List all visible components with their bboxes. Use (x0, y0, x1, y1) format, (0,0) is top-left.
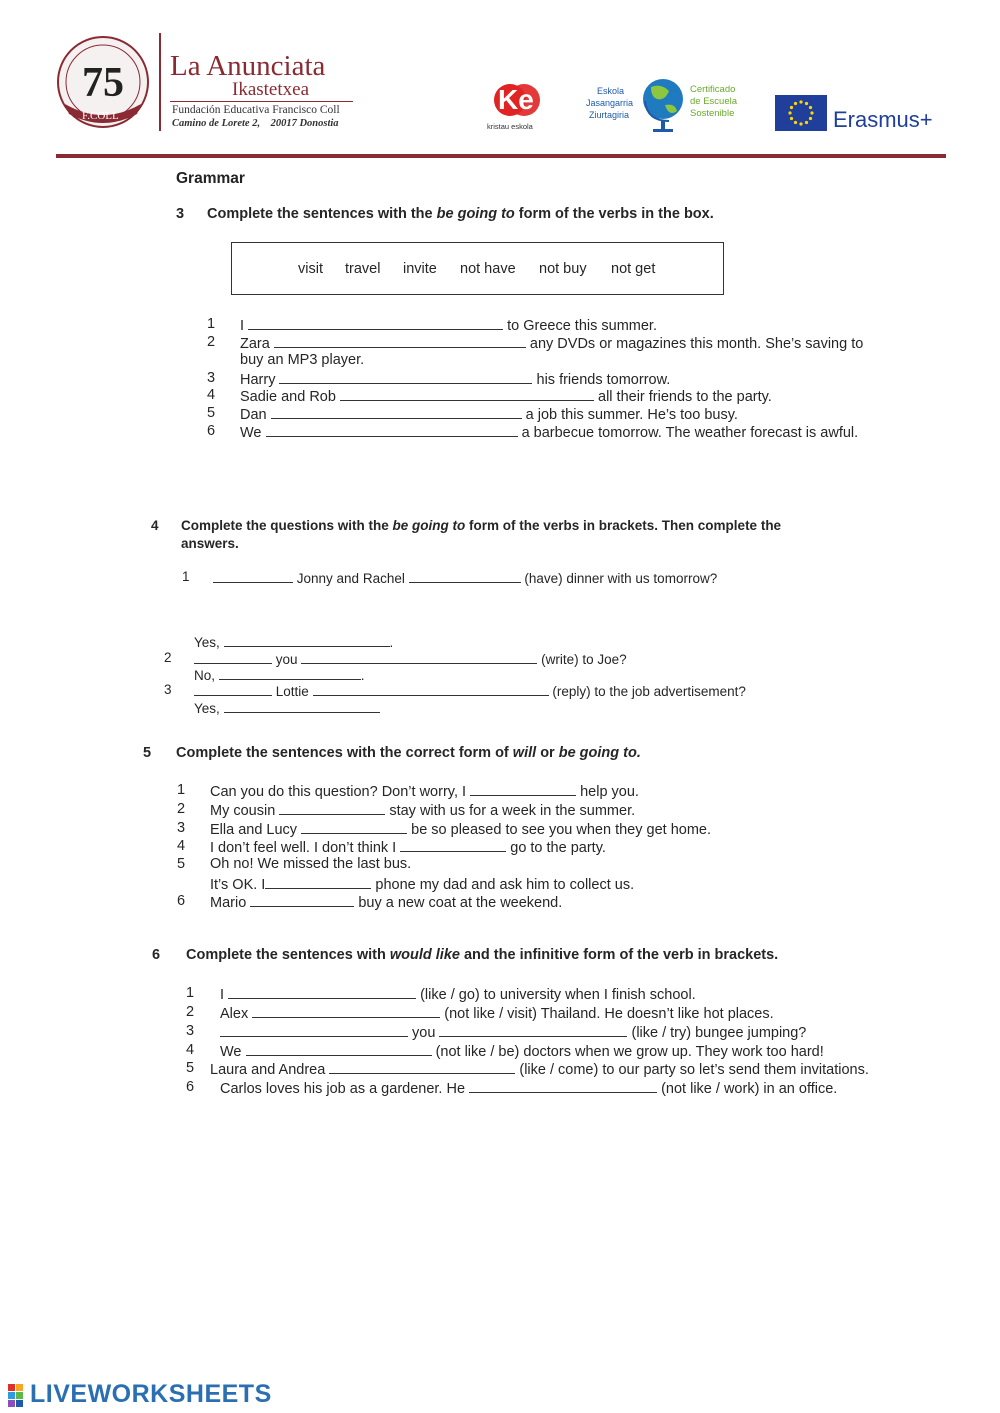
ke-caption: kristau eskola (487, 122, 533, 131)
item-text: (not like / be) doctors when we grow up. They work too hard! (435, 1044, 824, 1060)
ex6-instr-a: Complete the sentences with (186, 947, 390, 963)
ex5-instr-d: be going to. (558, 745, 641, 761)
answer-blank[interactable] (266, 423, 518, 437)
ex4-instr-a: Complete the questions with the (181, 518, 393, 533)
item-number: 6 (207, 423, 216, 439)
item-text: Can you do this question? Don’t worry, I (210, 784, 467, 800)
answer-blank[interactable] (194, 682, 272, 696)
item-number: 1 (177, 782, 186, 798)
item-number: 6 (177, 893, 186, 909)
word-box (231, 242, 724, 295)
list-item (207, 316, 215, 332)
svg-text:75: 75 (82, 60, 124, 106)
school-address: Camino de Lorete 2, 20017 Donostia (172, 118, 339, 129)
item-text: I (240, 318, 245, 334)
header-divider-vertical (159, 33, 161, 131)
item-text: buy a new coat at the weekend. (358, 895, 563, 911)
item-text: stay with us for a week in the summer. (389, 803, 636, 819)
question-line (213, 569, 717, 586)
list-item (210, 893, 562, 911)
item-text: (like / go) to university when I finish school. (420, 987, 696, 1003)
liveworksheets-brand[interactable]: LIVEWORKSHEETS (30, 1380, 272, 1408)
item-text: (like / try) bungee jumping? (631, 1025, 807, 1041)
item-number: 2 (164, 650, 172, 665)
answer-blank[interactable] (301, 820, 407, 834)
ex5-number: 5 (143, 745, 152, 761)
list-item (240, 423, 858, 441)
list-item (240, 387, 772, 405)
item-text: It’s OK. I (210, 877, 266, 893)
item-number: 3 (207, 370, 216, 386)
item-number: 3 (164, 682, 172, 697)
box-word: travel (345, 261, 381, 277)
eskola-line-1: Eskola (597, 86, 625, 96)
ex6-instr-c: and the infinitive form of the verb in brackets. (459, 947, 779, 963)
ex3-instr-b: be going to (436, 206, 515, 222)
item-text: Yes, (194, 701, 220, 716)
answer-line (194, 633, 393, 650)
box-word: not buy (539, 261, 587, 277)
ex5-instr-b: will (512, 745, 537, 761)
item-text: (not like / work) in an office. (661, 1081, 838, 1097)
list-item (220, 985, 696, 1003)
answer-blank[interactable] (469, 1079, 657, 1093)
eu-flag-icon (775, 95, 827, 131)
item-number: 3 (177, 820, 186, 836)
answer-blank[interactable] (301, 650, 537, 664)
item-text: Yes, (194, 635, 220, 650)
ex4-instruction (181, 518, 781, 533)
list-item (210, 801, 635, 819)
item-number: 5 (207, 405, 216, 421)
answer-blank[interactable] (252, 1004, 440, 1018)
list-item (210, 1060, 869, 1078)
item-number: 5 (186, 1060, 195, 1076)
answer-blank[interactable] (409, 569, 521, 583)
item-text: any DVDs or magazines this month. She’s saving to (529, 336, 864, 352)
ex3-number: 3 (176, 206, 185, 222)
item-text: help you. (580, 784, 639, 800)
answer-blank[interactable] (313, 682, 549, 696)
item-text: a job this summer. He’s too busy. (525, 407, 738, 423)
cert-line-2: de Escuela (690, 96, 738, 107)
ex5-instruction (176, 745, 641, 761)
foundation-name: Fundación Educativa Francisco Coll (172, 104, 340, 116)
item-text: Alex (220, 1006, 249, 1022)
ex4-instr-b: be going to (392, 518, 466, 533)
answer-blank[interactable] (246, 1042, 432, 1056)
item-number: 3 (186, 1023, 195, 1039)
item-text: Jonny and Rachel (296, 571, 405, 586)
item-text: (have) dinner with us tomorrow? (524, 571, 718, 586)
ex6-instr-b: would like (389, 947, 460, 963)
item-text: (not like / visit) Thailand. He doesn’t like hot places. (444, 1006, 774, 1022)
answer-blank[interactable] (250, 893, 354, 907)
item-number: 1 (186, 985, 195, 1001)
answer-blank[interactable] (470, 782, 576, 796)
ex4-instruction-line2: answers. (181, 536, 239, 551)
item-text: Oh no! We missed the last bus. (210, 856, 412, 872)
item-number: 1 (207, 316, 216, 332)
list-item (210, 782, 639, 800)
item-number: 2 (177, 801, 186, 817)
list-item (240, 370, 670, 388)
answer-blank[interactable] (340, 387, 594, 401)
ex5-instr-c: or (536, 745, 559, 761)
item-text: his friends tomorrow. (536, 372, 671, 388)
item-number: 4 (177, 838, 186, 854)
school-name-rule (170, 101, 353, 102)
item-text: No, (194, 668, 216, 683)
item-text: My cousin (210, 803, 276, 819)
school-name: La Anunciata (170, 50, 326, 82)
answer-blank[interactable] (329, 1060, 515, 1074)
item-number: 4 (186, 1042, 195, 1058)
item-number: 2 (186, 1004, 195, 1020)
answer-line (194, 699, 380, 716)
item-text: . (389, 635, 394, 650)
answer-blank[interactable] (224, 633, 390, 647)
item-text: all their friends to the party. (598, 389, 772, 405)
answer-blank[interactable] (400, 838, 506, 852)
box-word: invite (403, 261, 437, 277)
ex3-instr-c: form of the verbs in the box. (514, 206, 714, 222)
item-text: be so pleased to see you when they get home. (411, 822, 711, 838)
list-item (220, 1042, 824, 1060)
list-item (220, 1079, 837, 1097)
answer-blank[interactable] (224, 699, 380, 713)
globe-icon (639, 75, 687, 135)
item-text: Mario (210, 895, 247, 911)
erasmus-label: Erasmus+ (833, 107, 933, 132)
box-word: not get (611, 261, 656, 277)
list-item (220, 1023, 806, 1041)
answer-blank[interactable] (271, 405, 522, 419)
answer-blank[interactable] (220, 1023, 408, 1037)
answer-blank[interactable] (194, 650, 272, 664)
eskola-line-2: Jasangarria (586, 98, 634, 108)
ex3-instr-a: Complete the sentences with the (207, 206, 437, 222)
seal-text: F.COLL (82, 110, 119, 122)
list-item (210, 875, 634, 893)
answer-blank[interactable] (228, 985, 416, 999)
question-line (194, 682, 746, 699)
question-line (194, 650, 627, 667)
item-text: Laura and Andrea (210, 1062, 326, 1078)
item-text: Carlos loves his job as a gardener. He (220, 1081, 466, 1097)
answer-blank[interactable] (274, 334, 526, 348)
answer-line (194, 666, 365, 683)
list-item (220, 1004, 774, 1022)
header-rule (56, 154, 946, 158)
ke-logo-text: Ke (498, 84, 534, 115)
liveworksheets-logo-icon (8, 1384, 32, 1408)
item-text: (write) to Joe? (541, 652, 627, 667)
item-number: 6 (186, 1079, 195, 1095)
ex5-instr-a: Complete the sentences with the correct form of (176, 745, 513, 761)
item-text: Dan (240, 407, 267, 423)
cert-line-1: Certificado (690, 84, 736, 95)
list-item (210, 838, 606, 856)
school-subname: Ikastetxea (232, 79, 310, 100)
item-text: . (360, 668, 365, 683)
item-text: buy an MP3 player. (240, 352, 365, 368)
item-text: I (220, 987, 225, 1003)
item-number: 5 (177, 856, 186, 872)
list-item (240, 334, 863, 352)
item-text: We (220, 1044, 242, 1060)
section-title: Grammar (176, 170, 245, 187)
answer-blank[interactable] (279, 370, 532, 384)
item-text: Harry (240, 372, 276, 388)
ex6-number: 6 (152, 947, 161, 963)
item-text: Sadie and Rob (240, 389, 336, 405)
answer-blank[interactable] (439, 1023, 627, 1037)
item-text: I don’t feel well. I don’t think I (210, 840, 397, 856)
item-text: Zara (240, 336, 270, 352)
answer-blank[interactable] (265, 875, 371, 889)
answer-blank[interactable] (248, 316, 503, 330)
box-word: visit (298, 261, 323, 277)
item-text: We (240, 425, 262, 441)
item-text: (like / come) to our party so let’s send them invitations. (519, 1062, 869, 1078)
cert-line-3: Sostenible (690, 108, 735, 119)
item-text: go to the party. (510, 840, 606, 856)
ex6-instruction (186, 947, 778, 963)
ex4-number: 4 (151, 518, 159, 533)
item-text: Lottie (275, 684, 309, 699)
list-item (210, 820, 711, 838)
answer-blank[interactable] (213, 569, 293, 583)
item-text: you (275, 652, 298, 667)
ex3-instruction (207, 206, 714, 222)
item-number: 2 (207, 334, 216, 350)
item-text: phone my dad and ask him to collect us. (375, 877, 635, 893)
ex4-instr-c: form of the verbs in brackets. Then complete the (465, 518, 782, 533)
list-item (240, 316, 657, 334)
list-item (240, 405, 738, 423)
eskola-line-3: Ziurtagiria (589, 110, 630, 120)
item-text: (reply) to the job advertisement? (552, 684, 746, 699)
answer-blank[interactable] (219, 666, 361, 680)
box-word: not have (460, 261, 516, 277)
item-text: you (412, 1025, 436, 1041)
answer-blank[interactable] (279, 801, 385, 815)
item-text: Ella and Lucy (210, 822, 298, 838)
item-text: a barbecue tomorrow. The weather forecast is awful. (521, 425, 859, 441)
item-number: 1 (182, 569, 190, 584)
item-text: to Greece this summer. (507, 318, 657, 334)
item-number: 4 (207, 387, 216, 403)
